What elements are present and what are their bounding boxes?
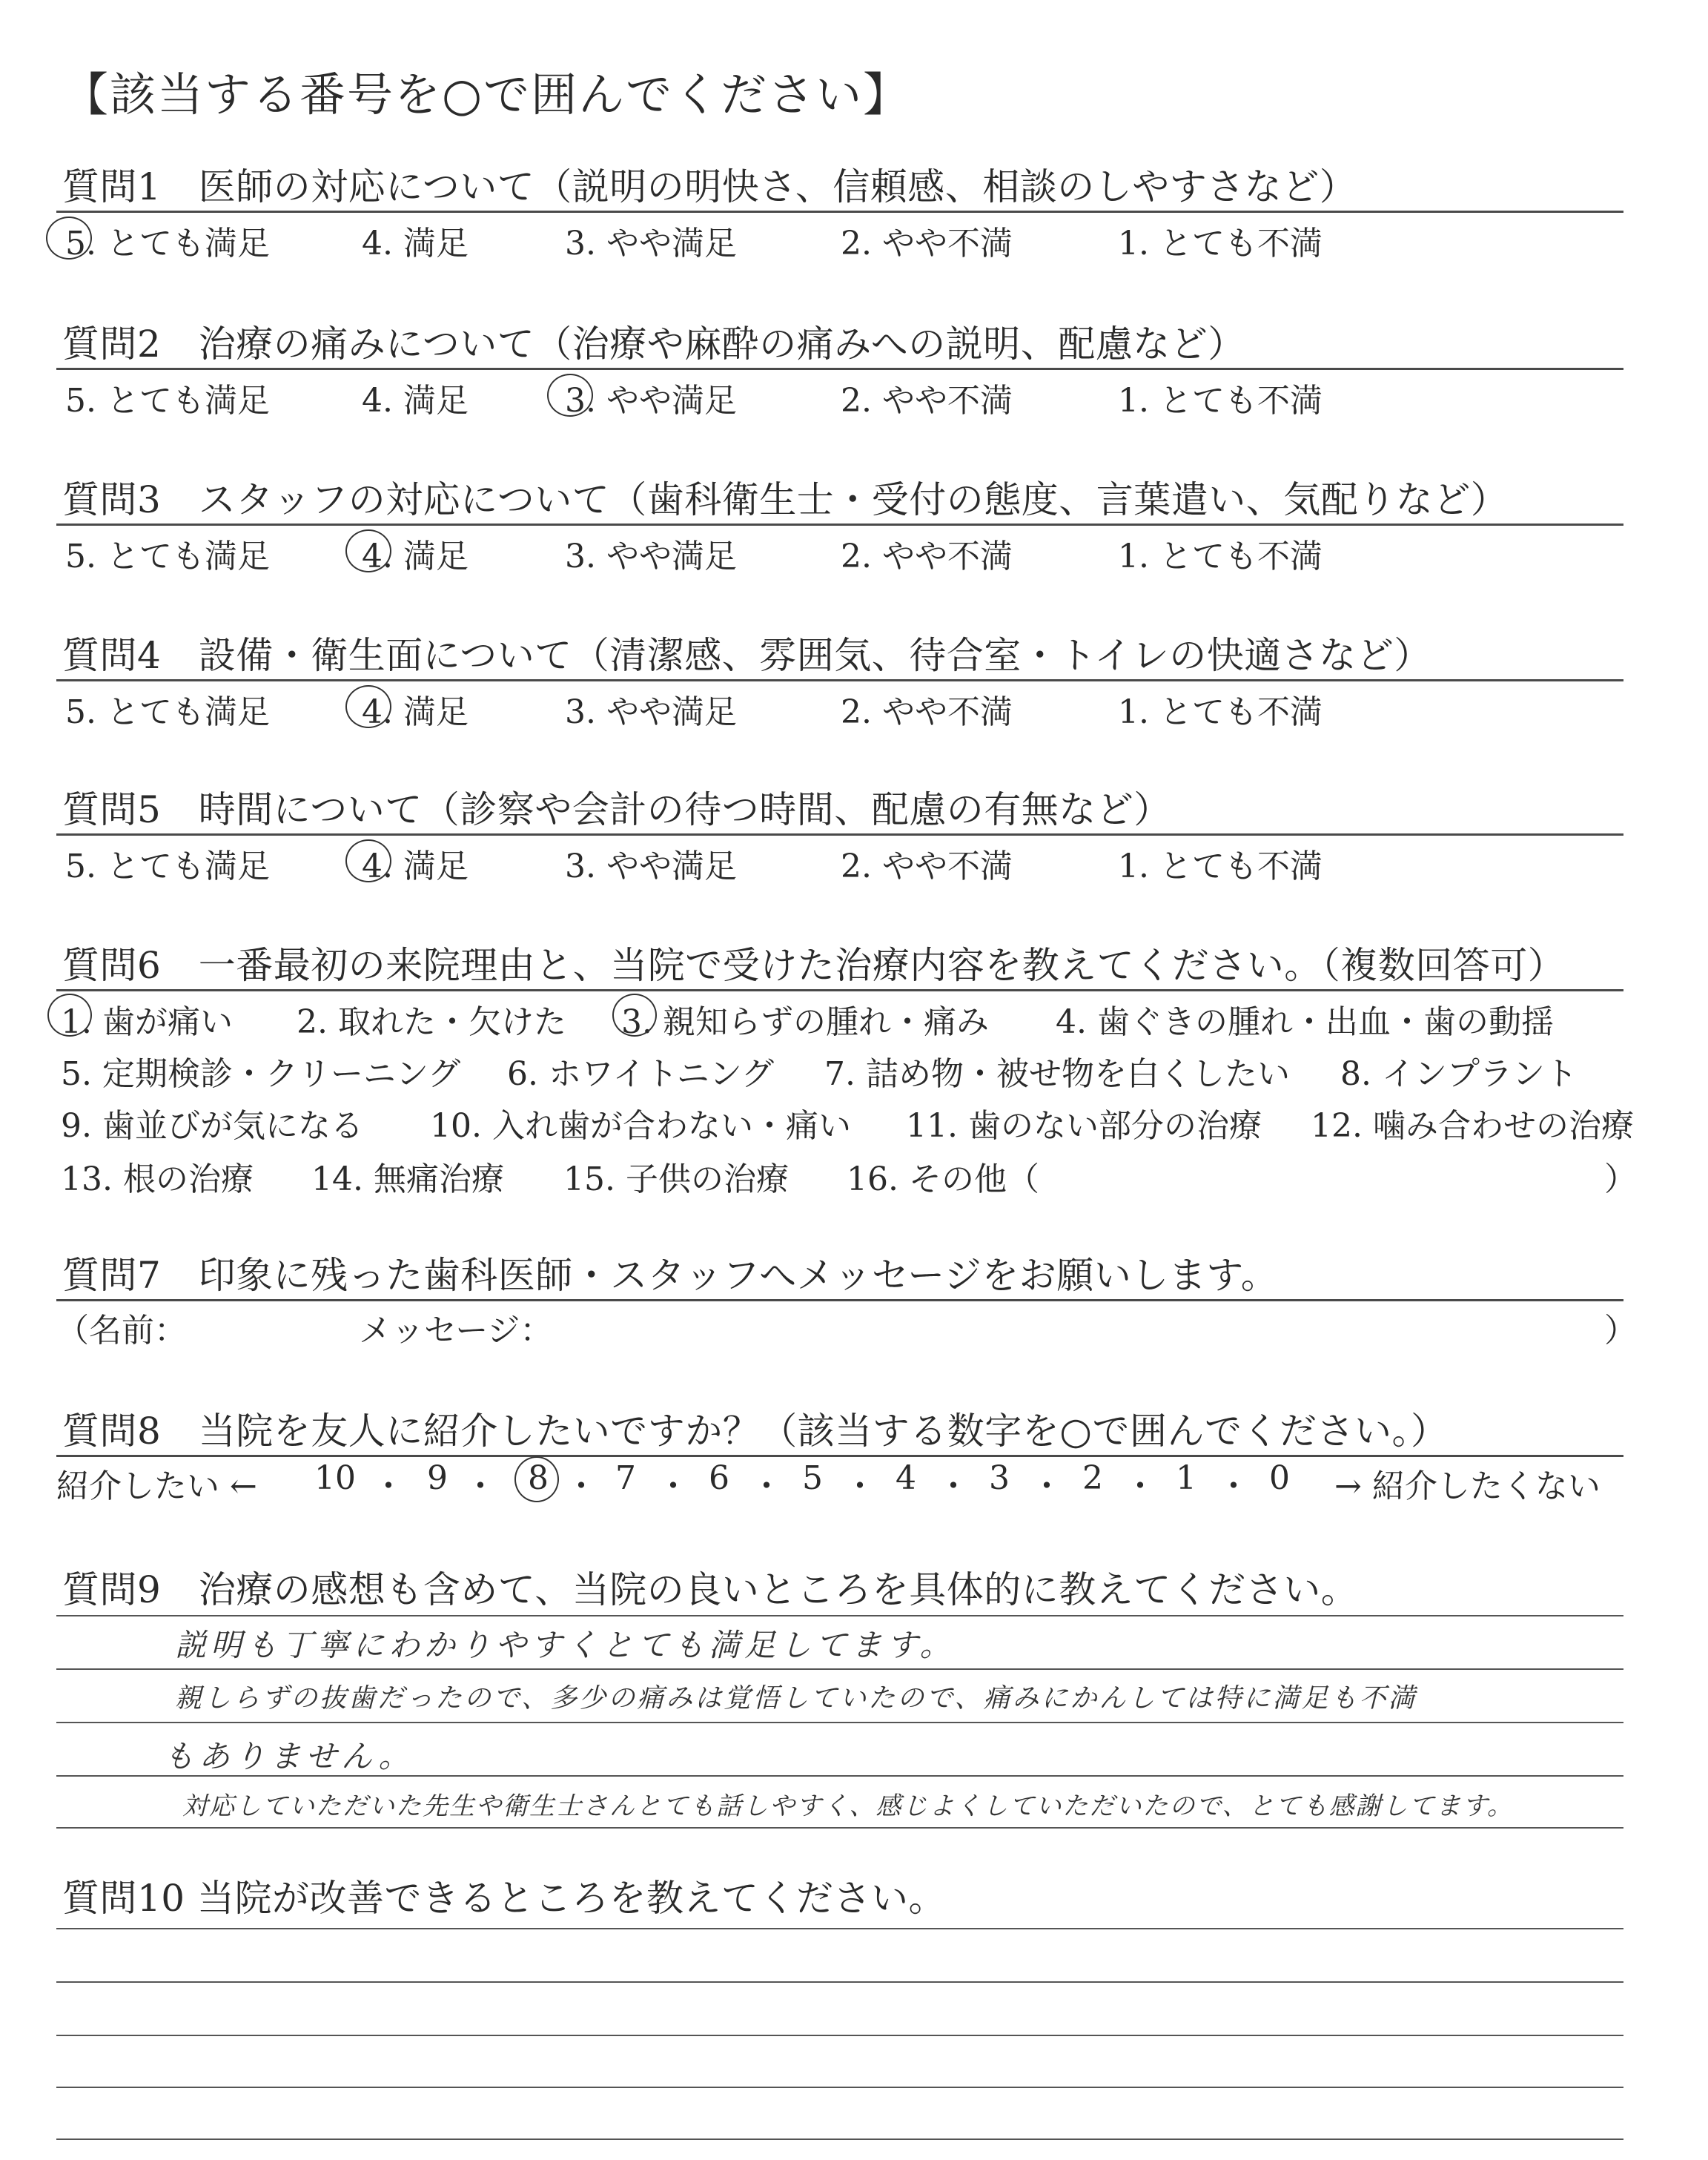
q8-dot: ・ — [844, 1467, 876, 1505]
q8-dot: ・ — [372, 1467, 405, 1505]
question-2-options — [0, 374, 1708, 418]
q8-value-1[interactable]: 1 — [1176, 1459, 1196, 1497]
q8-value-3[interactable]: 3 — [989, 1459, 1010, 1497]
q9-handwritten-line-4: 対応していただいた先生や衛生士さんとても話しやすく、感じよくしていただいたので、とても感謝してます。 — [182, 1791, 1514, 1821]
q7-name-label: （名前： — [56, 1312, 187, 1350]
q8-value-2[interactable]: 2 — [1082, 1459, 1103, 1497]
question-5-rule — [56, 833, 1623, 836]
q2-option-3[interactable]: 3. やや満足 — [565, 382, 737, 420]
q6-answer-circle-1 — [47, 994, 92, 1037]
page-heading: 【該当する番号を○で囲んでください】 — [62, 67, 911, 122]
q1-option-5[interactable]: 5. とても満足 — [65, 225, 270, 262]
question-1-options — [0, 217, 1708, 261]
question-2-title: 質問2 治療の痛みについて（治療や麻酔の痛みへの説明、配慮など） — [62, 323, 1245, 366]
q1-option-1[interactable]: 1. とても不満 — [1118, 225, 1323, 262]
question-3-options — [0, 529, 1708, 574]
q4-option-2[interactable]: 2. やや不満 — [841, 693, 1013, 731]
q6-answer-circle-3 — [612, 994, 657, 1037]
q9-line-5 — [56, 1827, 1623, 1829]
question-7-title: 質問7 印象に残った歯科医師・スタッフへメッセージをお願いします。 — [62, 1254, 1279, 1297]
q9-line-3 — [56, 1722, 1623, 1723]
q3-answer-circle — [345, 529, 391, 572]
q7-close-paren: ） — [1604, 1312, 1637, 1350]
q6-option-8[interactable]: 8. インプラント — [1340, 1055, 1578, 1093]
q3-option-4[interactable]: 4. 満足 — [362, 538, 469, 575]
q4-option-4[interactable]: 4. 満足 — [362, 693, 469, 731]
question-7-rule — [56, 1299, 1623, 1301]
q8-dot: ・ — [1217, 1467, 1250, 1505]
q1-answer-circle — [46, 217, 92, 260]
question-3-rule — [56, 524, 1623, 526]
q8-scale — [56, 1459, 1623, 1504]
q6-option-4[interactable]: 4. 歯ぐきの腫れ・出血・歯の動揺 — [1056, 1003, 1554, 1041]
question-2-rule — [56, 368, 1623, 370]
q8-right-label: → 紹介したくない — [1334, 1467, 1601, 1505]
q10-line-5 — [56, 2138, 1623, 2140]
q9-handwritten-line-3: もありません。 — [163, 1738, 414, 1774]
question-5-title: 質問5 時間について（診察や会計の待つ時間、配慮の有無など） — [62, 788, 1171, 831]
q8-value-4[interactable]: 4 — [896, 1459, 916, 1497]
q8-answer-circle — [514, 1456, 559, 1502]
q8-value-9[interactable]: 9 — [427, 1459, 448, 1497]
q6-option-12[interactable]: 12. 噛み合わせの治療 — [1311, 1107, 1634, 1145]
q9-handwritten-line-1: 説明も丁寧にわかりやすくとても満足してます。 — [175, 1627, 956, 1663]
q8-left-label: 紹介したい ← — [56, 1467, 257, 1505]
q2-option-4[interactable]: 4. 満足 — [362, 382, 469, 420]
q2-answer-circle — [547, 374, 593, 417]
q6-option-10[interactable]: 10. 入れ歯が合わない・痛い — [430, 1107, 851, 1145]
q2-option-1[interactable]: 1. とても不満 — [1118, 382, 1323, 420]
q1-option-4[interactable]: 4. 満足 — [362, 225, 469, 262]
q8-value-0[interactable]: 0 — [1269, 1459, 1290, 1497]
question-3-title: 質問3 スタッフの対応について（歯科衛生士・受付の態度、言葉遣い、気配りなど） — [62, 478, 1509, 521]
question-4-rule — [56, 679, 1623, 681]
q4-option-3[interactable]: 3. やや満足 — [565, 693, 737, 731]
question-8-rule — [56, 1455, 1623, 1457]
q3-option-1[interactable]: 1. とても不満 — [1118, 538, 1323, 575]
q6-option-1[interactable]: 1. 歯が痛い — [61, 1003, 233, 1041]
q8-dot: ・ — [1030, 1467, 1063, 1505]
question-10-title: 質問10 当院が改善できるところを教えてください。 — [62, 1877, 947, 1920]
q8-value-6[interactable]: 6 — [709, 1459, 729, 1497]
q10-line-1 — [56, 1928, 1623, 1929]
q9-handwritten-line-2: 親しらずの抜歯だったので、多少の痛みは覚悟していたので、痛みにかんしては特に満足も不満 — [175, 1683, 1417, 1714]
q10-line-4 — [56, 2087, 1623, 2088]
question-4-options — [0, 685, 1708, 730]
q9-line-2 — [56, 1668, 1623, 1670]
q5-option-4[interactable]: 4. 満足 — [362, 848, 469, 885]
q6-option-7[interactable]: 7. 詰め物・被せ物を白くしたい — [824, 1055, 1290, 1093]
q8-dot: ・ — [464, 1467, 497, 1505]
q1-option-2[interactable]: 2. やや不満 — [841, 225, 1013, 262]
question-6-title: 質問6 一番最初の来院理由と、当院で受けた治療内容を教えてください。（複数回答可） — [62, 944, 1566, 987]
q6-option-16-close: ） — [1604, 1160, 1637, 1198]
q3-option-3[interactable]: 3. やや満足 — [565, 538, 737, 575]
q5-option-2[interactable]: 2. やや不満 — [841, 848, 1013, 885]
q6-option-13[interactable]: 13. 根の治療 — [61, 1160, 254, 1198]
q3-option-5[interactable]: 5. とても満足 — [65, 538, 270, 575]
q8-value-7[interactable]: 7 — [615, 1459, 636, 1497]
q8-value-5[interactable]: 5 — [802, 1459, 823, 1497]
q4-option-1[interactable]: 1. とても不満 — [1118, 693, 1323, 731]
q2-option-2[interactable]: 2. やや不満 — [841, 382, 1013, 420]
q4-option-5[interactable]: 5. とても満足 — [65, 693, 270, 731]
question-6-options — [0, 995, 1708, 1203]
q6-option-5[interactable]: 5. 定期検診・クリーニング — [61, 1055, 461, 1093]
q6-option-2[interactable]: 2. 取れた・欠けた — [297, 1003, 566, 1041]
q5-option-1[interactable]: 1. とても不満 — [1118, 848, 1323, 885]
q8-dot: ・ — [750, 1467, 783, 1505]
q6-option-6[interactable]: 6. ホワイトニング — [507, 1055, 775, 1093]
question-4-title: 質問4 設備・衛生面について（清潔感、雰囲気、待合室・トイレの快適さなど） — [62, 634, 1431, 677]
q10-line-2 — [56, 1981, 1623, 1983]
question-1-title: 質問1 医師の対応について（説明の明快さ、信頼感、相談のしやすさなど） — [62, 165, 1357, 208]
q5-option-3[interactable]: 3. やや満足 — [565, 848, 737, 885]
q8-value-10[interactable]: 10 — [314, 1459, 356, 1497]
question-6-rule — [56, 989, 1623, 991]
question-9-title: 質問9 治療の感想も含めて、当院の良いところを具体的に教えてください。 — [62, 1568, 1359, 1611]
q7-message-label: メッセージ： — [359, 1312, 553, 1350]
q6-option-16[interactable]: 16. その他（ — [847, 1160, 1039, 1198]
q9-line-1 — [56, 1615, 1623, 1616]
q6-option-15[interactable]: 15. 子供の治療 — [563, 1160, 789, 1198]
q3-option-2[interactable]: 2. やや不満 — [841, 538, 1013, 575]
q8-dot: ・ — [565, 1467, 598, 1505]
q6-option-3[interactable]: 3. 親知らずの腫れ・痛み — [621, 1003, 989, 1041]
q5-answer-circle — [345, 839, 391, 882]
q2-option-5[interactable]: 5. とても満足 — [65, 382, 270, 420]
q6-option-14[interactable]: 14. 無痛治療 — [311, 1160, 504, 1198]
q1-option-3[interactable]: 3. やや満足 — [565, 225, 737, 262]
question-8-title: 質問8 当院を友人に紹介したいですか？（該当する数字を○で囲んでください。） — [62, 1410, 1449, 1453]
q8-value-8[interactable]: 8 — [528, 1459, 549, 1497]
q4-answer-circle — [345, 685, 391, 728]
q10-line-3 — [56, 2035, 1623, 2036]
q6-option-11[interactable]: 11. 歯のない部分の治療 — [906, 1107, 1262, 1145]
q8-dot: ・ — [937, 1467, 970, 1505]
q8-dot: ・ — [1124, 1467, 1156, 1505]
q8-dot: ・ — [657, 1467, 689, 1505]
q5-option-5[interactable]: 5. とても満足 — [65, 848, 270, 885]
question-1-rule — [56, 211, 1623, 213]
question-5-options — [0, 839, 1708, 884]
q6-option-9[interactable]: 9. 歯並びが気になる — [61, 1107, 363, 1145]
